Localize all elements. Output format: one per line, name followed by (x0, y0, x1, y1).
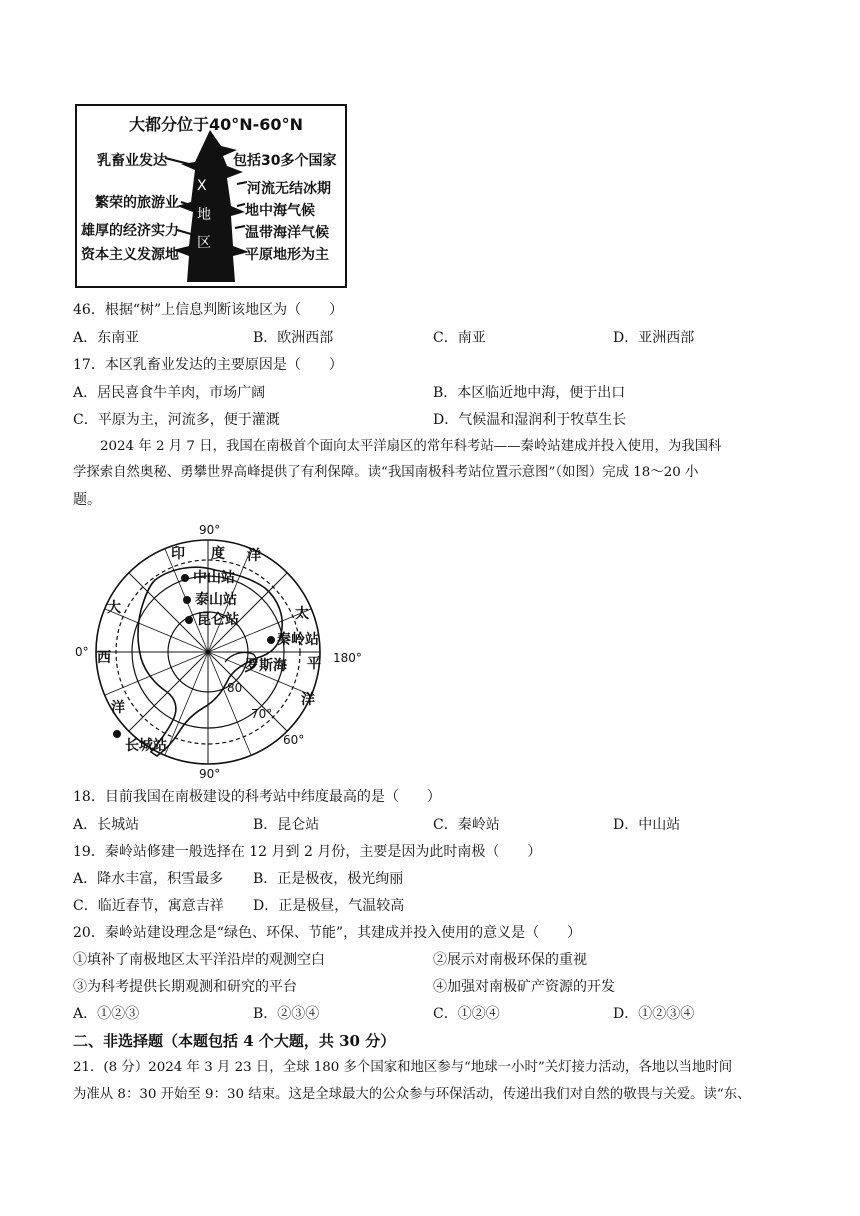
tree-trunk-char: 地 (197, 207, 211, 223)
question-19-option: C．临近春节，寓意吉祥 (73, 898, 224, 914)
station-label: 秦岭站 (277, 632, 319, 648)
ocean-label: 西 (97, 650, 111, 666)
tree-diagram (75, 104, 347, 288)
question-17-option: C．平原为主，河流多，便于灌溉 (73, 412, 280, 428)
question-20-option: A．①②③ (73, 1006, 140, 1022)
question-16-option: D．亚洲西部 (613, 330, 695, 346)
tree-right-label: 温带海洋气候 (245, 225, 329, 241)
ocean-label: 太 (295, 606, 309, 622)
lon-0: 0° (75, 645, 89, 659)
lon-90-top: 90° (199, 523, 221, 537)
question-16-option: B．欧洲西部 (253, 330, 334, 346)
question-19-option: D．正是极昼，气温较高 (253, 898, 405, 914)
tree-left-label: 繁荣的旅游业 (95, 195, 179, 211)
sea-label: 罗斯海 (245, 658, 287, 674)
question-19-stem: 19．秦岭站修建一般选择在 12 月到 2 月份，主要是因为此时南极（ ） (73, 844, 542, 860)
question-21-line: 21．(8 分）2024 年 3 月 23 日，全球 180 多个国家和地区参与“地球一小时”关灯接力活动，各地以当地时间 (73, 1060, 733, 1075)
question-20-item: ④加强对南极矿产资源的开发 (433, 979, 615, 995)
question-20-item: ③为科考提供长期观测和研究的平台 (73, 979, 297, 995)
question-16-stem: 46．根据“树”上信息判断该地区为（ ） (73, 302, 344, 318)
question-20-option: B．②③④ (253, 1006, 320, 1022)
station-label: 泰山站 (195, 592, 237, 608)
question-20-item: ①填补了南极地区太平洋沿岸的观测空白 (73, 952, 325, 968)
station-label: 中山站 (193, 570, 235, 586)
question-17-option: B．本区临近地中海，便于出口 (433, 385, 626, 401)
question-18-option: D．中山站 (613, 817, 681, 833)
intro-line: 学探索自然奥秘、勇攀世界高峰提供了有利保障。读“我国南极科考站位置示意图”（如图）完成 18～20 小 (73, 465, 699, 480)
question-17-stem: 17．本区乳畜业发达的主要原因是（ ） (73, 357, 343, 373)
question-16-option: A．东南亚 (73, 330, 140, 346)
section-heading: 二、非选择题（本题包括 4 个大题，共 30 分） (73, 1032, 396, 1050)
question-21-line: 为准从 8：30 开始至 9：30 结束。这是全球最大的公众参与环保活动，传递出我们对自然的敬畏与关爱。读“东、 (73, 1087, 751, 1102)
tree-left-label: 雄厚的经济实力 (81, 223, 179, 239)
antarctic-map (75, 522, 375, 784)
tree-trunk-char: X (197, 178, 207, 194)
question-20-option: C．①②④ (433, 1006, 500, 1022)
question-17-option: A．居民喜食牛羊肉，市场广阔 (73, 385, 266, 401)
ocean-label: 洋 (247, 548, 261, 564)
question-18-stem: 18．目前我国在南极建设的科考站中纬度最高的是（ ） (73, 789, 441, 805)
lat-60: 60° (283, 733, 305, 747)
ocean-label: 洋 (111, 700, 125, 716)
tree-right-label: 地中海气候 (245, 203, 315, 219)
tree-right-label: 包括30多个国家 (233, 153, 337, 169)
question-16-option: C．南亚 (433, 330, 486, 346)
tree-left-label: 资本主义发源地 (81, 247, 179, 263)
tree-left-label: 乳畜业发达 (97, 153, 167, 169)
lon-90-bottom: 90° (199, 767, 221, 781)
ocean-label: 印 (171, 546, 185, 562)
question-19-option: A．降水丰富，积雪最多 (73, 871, 224, 887)
lon-180: 180° (333, 651, 362, 665)
station-label: 昆仑站 (197, 612, 239, 628)
intro-line: 2024 年 2 月 7 日，我国在南极首个面向太平洋扇区的常年科考站——秦岭站建成并投入使用，为我国科 (100, 439, 722, 454)
question-17-option: D．气候温和湿润利于牧草生长 (433, 412, 627, 428)
question-20-option: D．①②③④ (613, 1006, 695, 1022)
tree-top-label: 大都分位于40°N-60°N (129, 115, 303, 134)
lat-80: 80 (227, 681, 243, 695)
lat-70: 70° (251, 707, 273, 721)
question-20-stem: 20．秦岭站建设理念是“绿色、环保、节能”，其建成并投入使用的意义是（ ） (73, 925, 582, 941)
question-20-item: ②展示对南极环保的重视 (433, 952, 587, 968)
tree-right-label: 河流无结冰期 (247, 181, 331, 197)
ocean-label: 平 (307, 656, 321, 672)
station-label: 长城站 (125, 738, 167, 754)
question-18-option: C．秦岭站 (433, 817, 500, 833)
tree-right-label: 平原地形为主 (245, 247, 329, 263)
question-18-option: B．昆仑站 (253, 817, 320, 833)
ocean-label: 度 (211, 546, 225, 562)
question-18-option: A．长城站 (73, 817, 140, 833)
intro-line: 题。 (73, 492, 101, 508)
question-19-option: B．正是极夜，极光绚丽 (253, 871, 404, 887)
tree-trunk-char: 区 (197, 235, 211, 251)
ocean-label: 大 (107, 600, 121, 616)
ocean-label: 洋 (301, 692, 315, 708)
